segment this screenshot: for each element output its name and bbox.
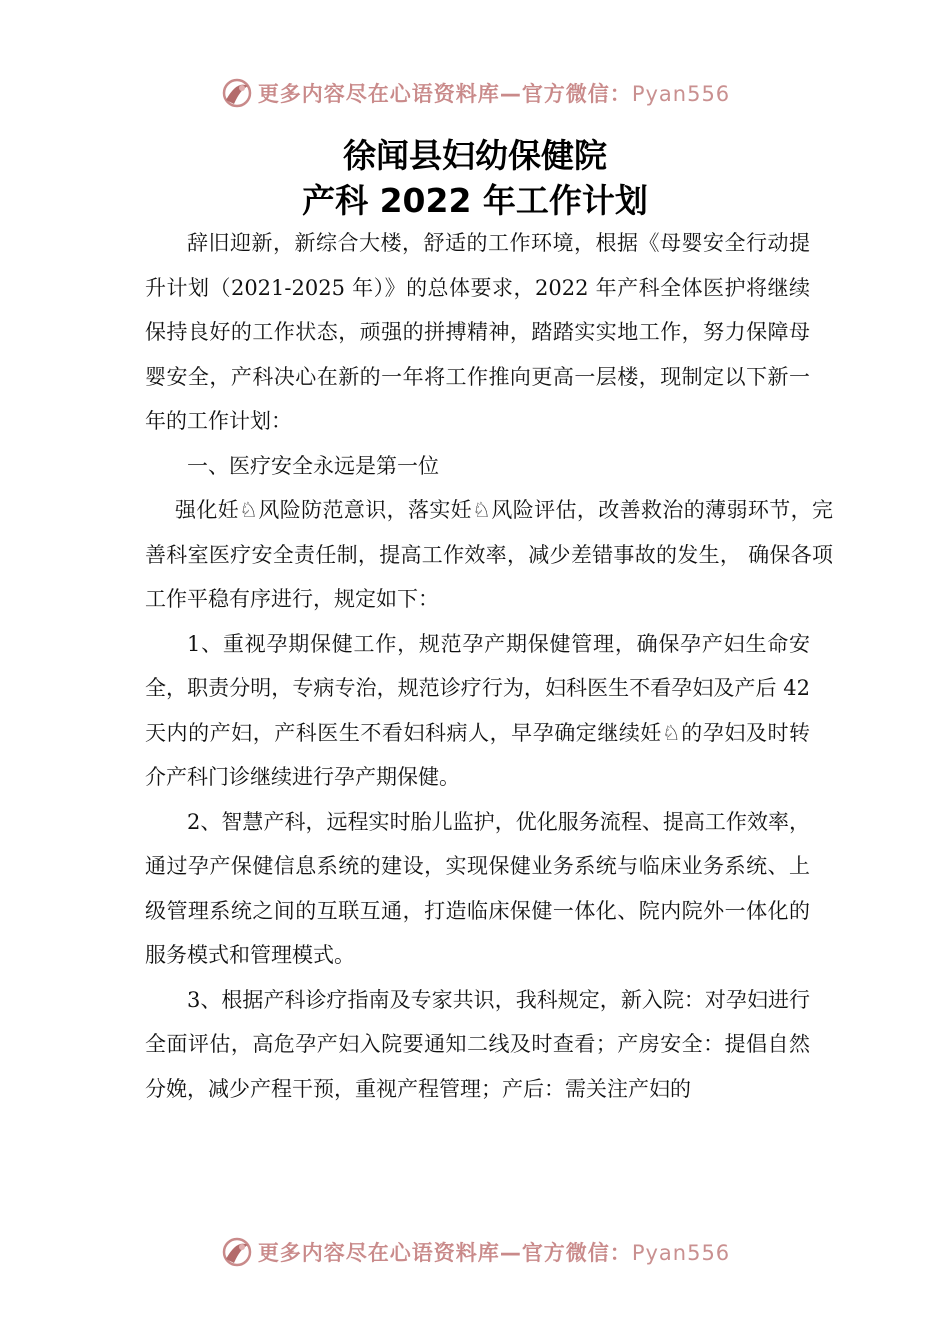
watermark-text: 更多内容尽在心语资料库—官方微信：Pyan556 (257, 82, 731, 106)
paragraph-safety: 强化妊♘风险防范意识，落实妊♘风险评估，改善救治的薄弱环节，完善科室医疗安全责任制，提高工作效率，减少差错事故的发生， 确保各项工作平稳有序进行，规定如下： (145, 498, 833, 611)
brand-logo-icon (220, 76, 254, 110)
watermark-header (0, 73, 950, 113)
watermark-text: 更多内容尽在心语资料库—官方微信：Pyan556 (257, 1241, 731, 1265)
paragraph-item-2: 2、智慧产科，远程实时胎儿监护，优化服务流程、提高工作效率，通过孕产保健信息系统的建设，实现保健业务系统与临床业务系统、上级管理系统之间的互联互通，打造临床保健一体化、院内院外一体化的服务模式和管理模式。 (145, 809, 810, 967)
document-subtitle: 产科 2022 年工作计划 (302, 181, 648, 220)
document-title: 徐闻县妇幼保健院 (343, 136, 607, 175)
section-heading: 一、医疗安全永远是第一位 (187, 453, 439, 478)
watermark-footer (0, 1232, 950, 1272)
paragraph-intro: 辞旧迎新，新综合大楼，舒适的工作环境，根据《母婴安全行动提升计划（2021-2025 年）》的总体要求，2022 年产科全体医护将继续保持良好的工作状态，顽强的拼搏精神，踏踏实实地工作，努力保障母婴安全，产科决心在新的一年将工作推向更高一层楼，现制定以下新一年的工作计划： (145, 231, 810, 433)
brand-logo-icon (220, 1235, 254, 1269)
paragraph-item-3: 3、根据产科诊疗指南及专家共识，我科规定，新入院：对孕妇进行全面评估，高危孕产妇入院要通知二线及时查看；产房安全：提倡自然分娩，减少产程干预，重视产程管理；产后：需关注产妇的 (145, 987, 810, 1101)
document-body (145, 221, 833, 1111)
paragraph-item-1: 1、重视孕期保健工作，规范孕产期保健管理，确保孕产妇生命安全，职责分明，专病专治，规范诊疗行为，妇科医生不看孕妇及产后 42 天内的产妇，产科医生不看妇科病人，早孕确定继续妊♘的孕妇及时转介产科门诊继续进行孕产期保健。 (145, 631, 810, 789)
